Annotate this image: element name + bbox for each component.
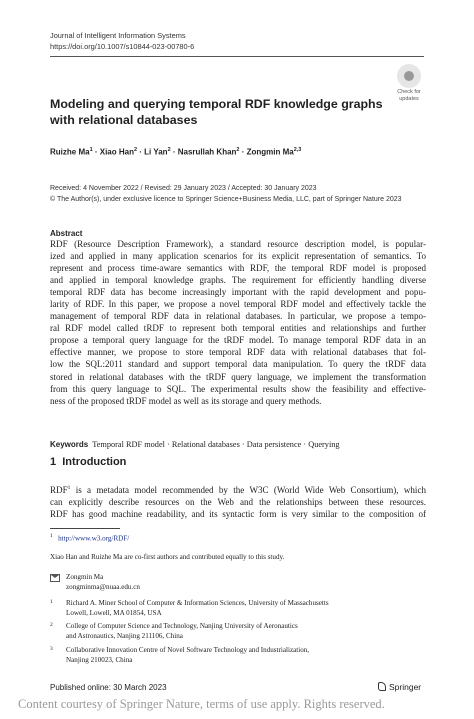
introduction-body [50, 482, 426, 520]
springer-horse-icon [378, 682, 386, 691]
co-first-note: Xiao Han and Ruizhe Ma are co-first authors and contributed equally to this study. [50, 553, 285, 561]
keywords-label: Keywords [50, 440, 89, 449]
affiliation-line: Richard A. Miner School of Computer & Information Sciences, University of Massachusetts [66, 599, 329, 607]
intro-line: can explicitly describe resources on the Web and the relationships between these resources. [50, 497, 426, 508]
footnote-rule [50, 528, 120, 529]
corresponding-name: Zongmin Ma [66, 573, 104, 581]
abstract-line: from this query language to SQL. The experimental results show the feasibility and effective- [50, 383, 426, 394]
abstract-line: temporal RDF data has become increasingly important with the rapid development and popu- [50, 287, 426, 298]
check-for-updates-badge[interactable] [392, 64, 426, 102]
author-separator: · [137, 147, 145, 157]
abstract-line: propose a temporal query language for the tRDF model. To manage temporal RDF data in an [50, 335, 426, 346]
intro-line: RDF$^1$ is a metadata model recommended by the W3C (World Wide Web Consortium), which [50, 485, 426, 496]
doi-link[interactable]: https://doi.org/10.1007/s10844-023-00780-6 [50, 42, 195, 51]
abstract-line: stored in relational databases with the tRDF query language, we implement the transformation [50, 371, 426, 382]
rdf-url-link[interactable]: http://www.w3.org/RDF/ [58, 534, 130, 543]
author-affiliation-mark: 2,3 [293, 147, 302, 153]
publisher-name: Springer [389, 682, 422, 692]
keywords [50, 440, 340, 449]
abstract-line: ness of the proposed tRDF model as well as its storage and query methods. [50, 395, 322, 406]
footnote-1 [50, 531, 129, 543]
affiliation-line: Lowell, Lowell, MA 01854, USA [66, 609, 162, 617]
affiliation-line: and Astronautics, Nanjing 211106, China [66, 632, 183, 640]
footnote-number: 1 [50, 533, 53, 539]
envelope-icon [50, 574, 60, 582]
author-name[interactable]: Li Yan [144, 147, 168, 157]
author-name[interactable]: Ruizhe Ma [50, 147, 90, 157]
abstract-line: ral RDF model called tRDF to represent both temporal entities and relationships and further [50, 323, 426, 334]
abstract-line: effective manner, we propose to store temporal RDF data with relational databases that fol- [50, 347, 426, 358]
author-separator: · [92, 147, 100, 157]
journal-name: Journal of Intelligent Information Systems [50, 31, 186, 40]
header-rule [50, 56, 424, 57]
badge-line1: Check for [397, 89, 421, 95]
title-line: with relational databases [50, 113, 198, 127]
author-affiliation-mark: 2 [133, 147, 138, 153]
received-dates: Received: 4 November 2022 / Revised: 29 January 2023 / Accepted: 30 January 2023 [50, 185, 317, 192]
watermark: Content courtesy of Springer Nature, terms of use apply. Rights reserved. [18, 697, 385, 711]
copyright-line: © The Author(s), under exclusive licence to Springer Science+Business Media, LLC, part of Springer Nature 2023 [50, 196, 402, 203]
abstract-line: low the SQL:2011 standard and support temporal data manipulation. To query the tRDF data [50, 359, 426, 370]
author-affiliation-mark: 2 [236, 147, 240, 153]
abstract-line: and applied in temporal knowledge graphs. The requirement for efficiently handling diverse [50, 275, 426, 286]
abstract-body [50, 238, 426, 407]
paper-title [50, 96, 385, 128]
published-date: Published online: 30 March 2023 [50, 683, 167, 692]
affiliation-line: College of Computer Science and Technology, Nanjing University of Aeronautics [66, 622, 298, 630]
author-name[interactable]: Xiao Han [99, 147, 134, 157]
affiliation-line: Collaborative Innovation Centre of Novel Software Technology and Industrialization, [66, 646, 310, 654]
affiliation-line: Nanjing 210023, China [66, 656, 133, 664]
footnote-ref[interactable]: 1 [67, 485, 71, 491]
author-separator: · [239, 147, 247, 157]
abstract-line: RDF (Resource Description Framework), a standard resource description model, is popular- [50, 239, 426, 249]
author-list [50, 147, 301, 157]
affiliation-number: 1 [50, 599, 53, 605]
corresponding-email[interactable]: zongminma@nuaa.edu.cn [66, 583, 140, 591]
author-affiliation-mark: 2 [167, 147, 171, 153]
title-line: Modeling and querying temporal RDF knowledge graphs [50, 97, 383, 111]
keywords-text: Temporal RDF model · Relational databases · Data persistence · Querying [92, 440, 340, 449]
author-name[interactable]: Nasrullah Khan [177, 147, 237, 157]
abstract-line: represent and process time-aware semantics with RDF, the temporal RDF model is proposed [50, 263, 426, 274]
article-history [50, 183, 402, 205]
author-affiliation-mark: 1 [89, 147, 93, 153]
abstract-line: ized and applied in many application scenarios for its explicit representation of semantics. To [50, 251, 426, 262]
intro-line: RDF has good machine readability, and its syntactic form is very similar to the composition of [50, 509, 426, 520]
publisher-logo [378, 682, 421, 692]
affiliation-number: 2 [50, 622, 53, 628]
journal-header [50, 30, 194, 52]
abstract-line: management of temporal RDF data in relational databases. In particular, we propose a tempo- [50, 311, 426, 322]
author-name[interactable]: Zongmin Ma [246, 147, 294, 157]
badge-line2: updates [399, 96, 419, 102]
update-icon [397, 64, 421, 88]
abstract-line: larity of RDF. In this paper, we propose a novel temporal RDF model and effectively tackle the [50, 299, 426, 310]
abstract-heading: Abstract [50, 229, 83, 238]
author-separator: · [170, 147, 178, 157]
section-title: Introduction [62, 456, 127, 468]
affiliation-number: 3 [50, 646, 53, 652]
section-number: 1 [50, 456, 57, 468]
section-heading [50, 456, 126, 468]
